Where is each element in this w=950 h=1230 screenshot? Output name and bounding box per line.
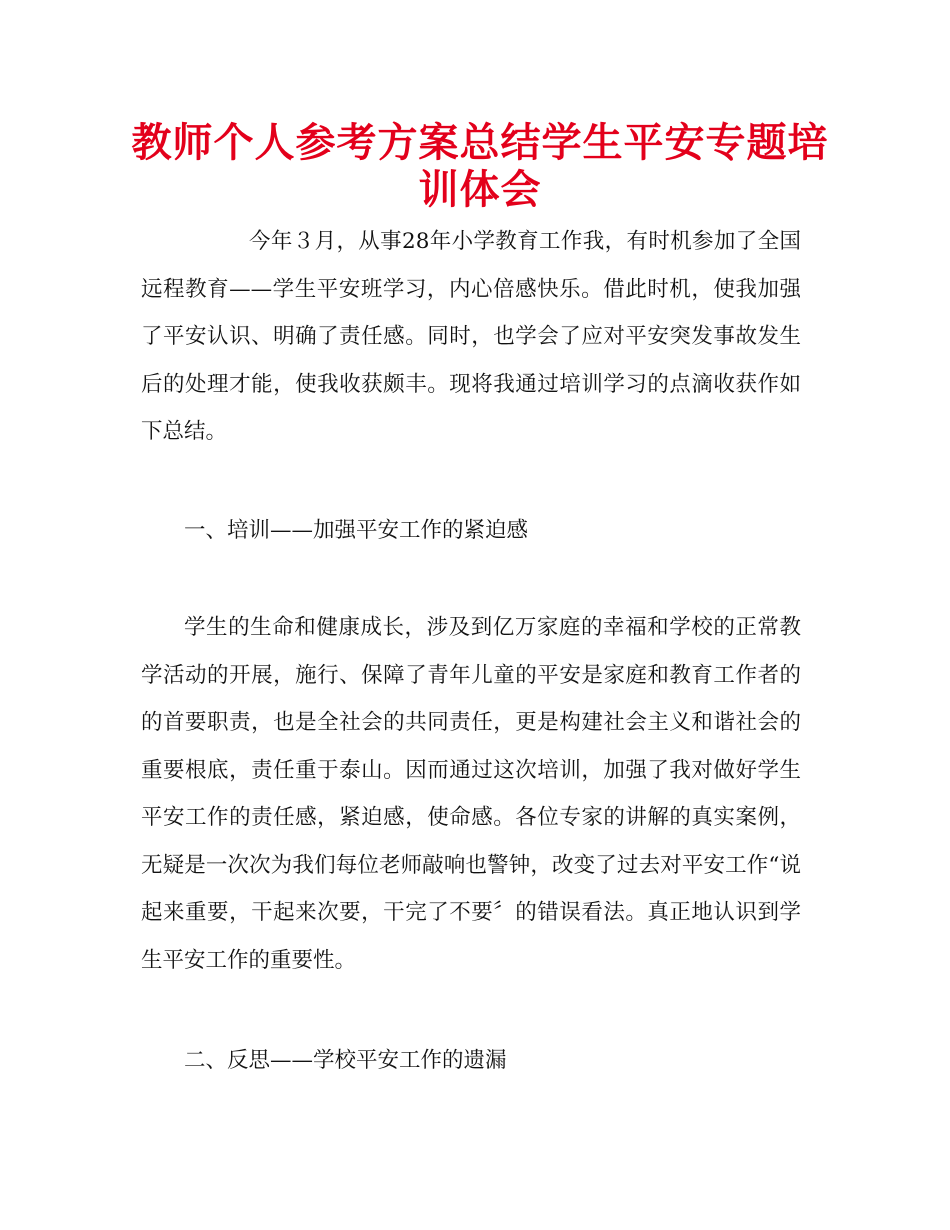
section-heading-2: 二、反思——学校平安工作的遗漏 <box>184 1048 507 1073</box>
document-title: 教师个人参考方案总结学生平安专题培训体会 <box>131 120 829 213</box>
intro-paragraph: 今年３月，从事28年小学教育工作我，有时机参加了全国远程教育——学生平安班学习，内心倍感快乐。借此时机，使我加强了平安认识、明确了责任感。同时，也学会了应对平安突发事故发生后的处理才能，使我收获颇丰。现将我通过培训学习的点滴收获作如下总结。 <box>141 229 801 444</box>
section-heading-1: 一、培训——加强平安工作的紧迫感 <box>184 518 529 543</box>
section-body-1: 学生的生命和健康成长，涉及到亿万家庭的幸福和学校的正常教学活动的开展，施行、保障了青年儿童的平安是家庭和教育工作者的的首要职责，也是全社会的共同责任，更是构建社会主义和谐社会的重要根底，责任重于泰山。因而通过这次培训，加强了我对做好学生平安工作的责任感，紧迫感，使命感。各位专家的讲解的真实案例，无疑是一次次为我们每位老师敲响也警钟，改变了过去对平安工作“说起来重要，干起来次要，干完了不要〞的错误看法。真正地认识到学生平安工作的重要性。 <box>141 615 801 973</box>
